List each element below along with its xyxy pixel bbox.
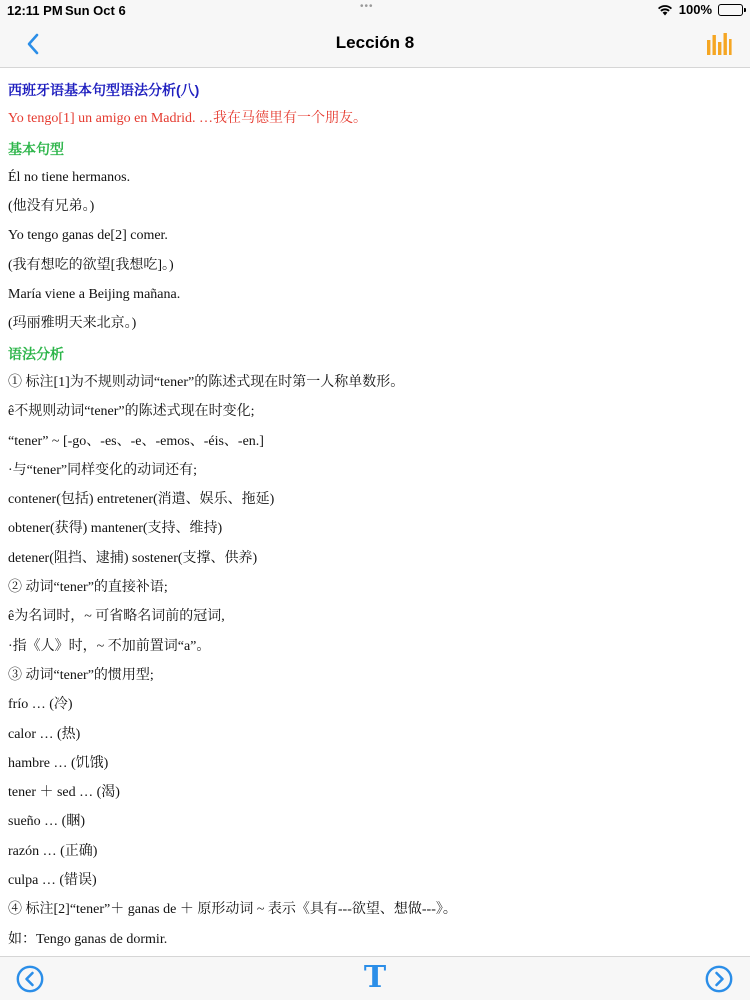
content-line: calor … (热) [8,726,81,742]
content-line: hambre … (饥饿) [8,755,109,771]
content-line: Yo tengo ganas de[2] comer. [8,228,168,244]
content-line: sueño … (睏) [8,814,85,830]
status-date: Sun Oct 6 [65,3,126,18]
status-bar [0,0,750,20]
battery-icon [718,4,743,16]
content-line: razón … (正确) [8,843,98,859]
wifi-icon [657,4,673,16]
battery-percent: 100% [678,2,712,17]
content-line: tener ＋ sed … (渴) [8,785,120,801]
lesson-heading: 西班牙语基本句型语法分析(八) [8,82,200,98]
page-title: Lección 8 [335,33,415,52]
content-line: (他没有兄弟。) [8,199,95,215]
bottom-toolbar [0,956,750,1000]
content-line: ·与“tener”同样变化的动词还有; [8,462,197,478]
status-time: 12:11 PM [7,3,63,18]
lesson-content[interactable] [0,69,750,956]
content-line: ③ 动词“tener”的惯用型; [8,667,154,683]
section-heading: 语法分析 [8,345,64,362]
text-size-button[interactable]: T [363,960,387,995]
status-right [657,2,743,17]
content-line: ① 标注[1]为不规则动词“tener”的陈述式现在时第一人称单数形。 [8,374,405,390]
content-line: (玛丽雅明天来北京。) [8,316,137,332]
content-line: ·指《人》时，~ 不加前置词“a”。 [8,638,211,654]
content-line: obtener(获得) mantener(支持、维持) [8,521,223,537]
content-line: culpa … (错误) [8,873,97,889]
example-sentence: Yo tengo[1] un amigo en Madrid. …我在马德里有一个朋友。 [8,111,368,127]
content-line: “tener” ~ [-go、-es、-e、-emos、-éis、-en.] [8,433,264,449]
content-line: detener(阻挡、逮捕) sostener(支撑、供养) [8,550,258,566]
content-line: (我有想吃的欲望[我想吃]。) [8,257,174,273]
content-line: María viene a Beijing mañana. [8,287,181,303]
navigation-bar [0,20,750,68]
content-line: 如：Tengo ganas de dormir. [8,931,168,947]
content-line: ④ 标注[2]“tener”＋ ganas de ＋ 原形动词 ~ 表示《具有---欲望、想做---》。 [8,902,457,918]
bar-chart-icon[interactable] [706,31,732,57]
content-line: Él no tiene hermanos. [8,169,131,185]
content-line: contener(包括) entretener(消遣、娱乐、拖延) [8,492,275,508]
circle-chevron-right-icon[interactable] [705,965,733,993]
content-line: frío … (冷) [8,697,73,713]
content-line: ② 动词“tener”的直接补语; [8,580,168,596]
section-heading: 基本句型 [8,140,64,157]
content-line: ê为名词时，~ 可省略名词前的冠词, [8,609,225,625]
multitask-dots[interactable]: ••• [360,1,374,12]
circle-chevron-left-icon[interactable] [16,965,44,993]
content-line: ê不规则动词“tener”的陈述式现在时变化; [8,404,255,420]
